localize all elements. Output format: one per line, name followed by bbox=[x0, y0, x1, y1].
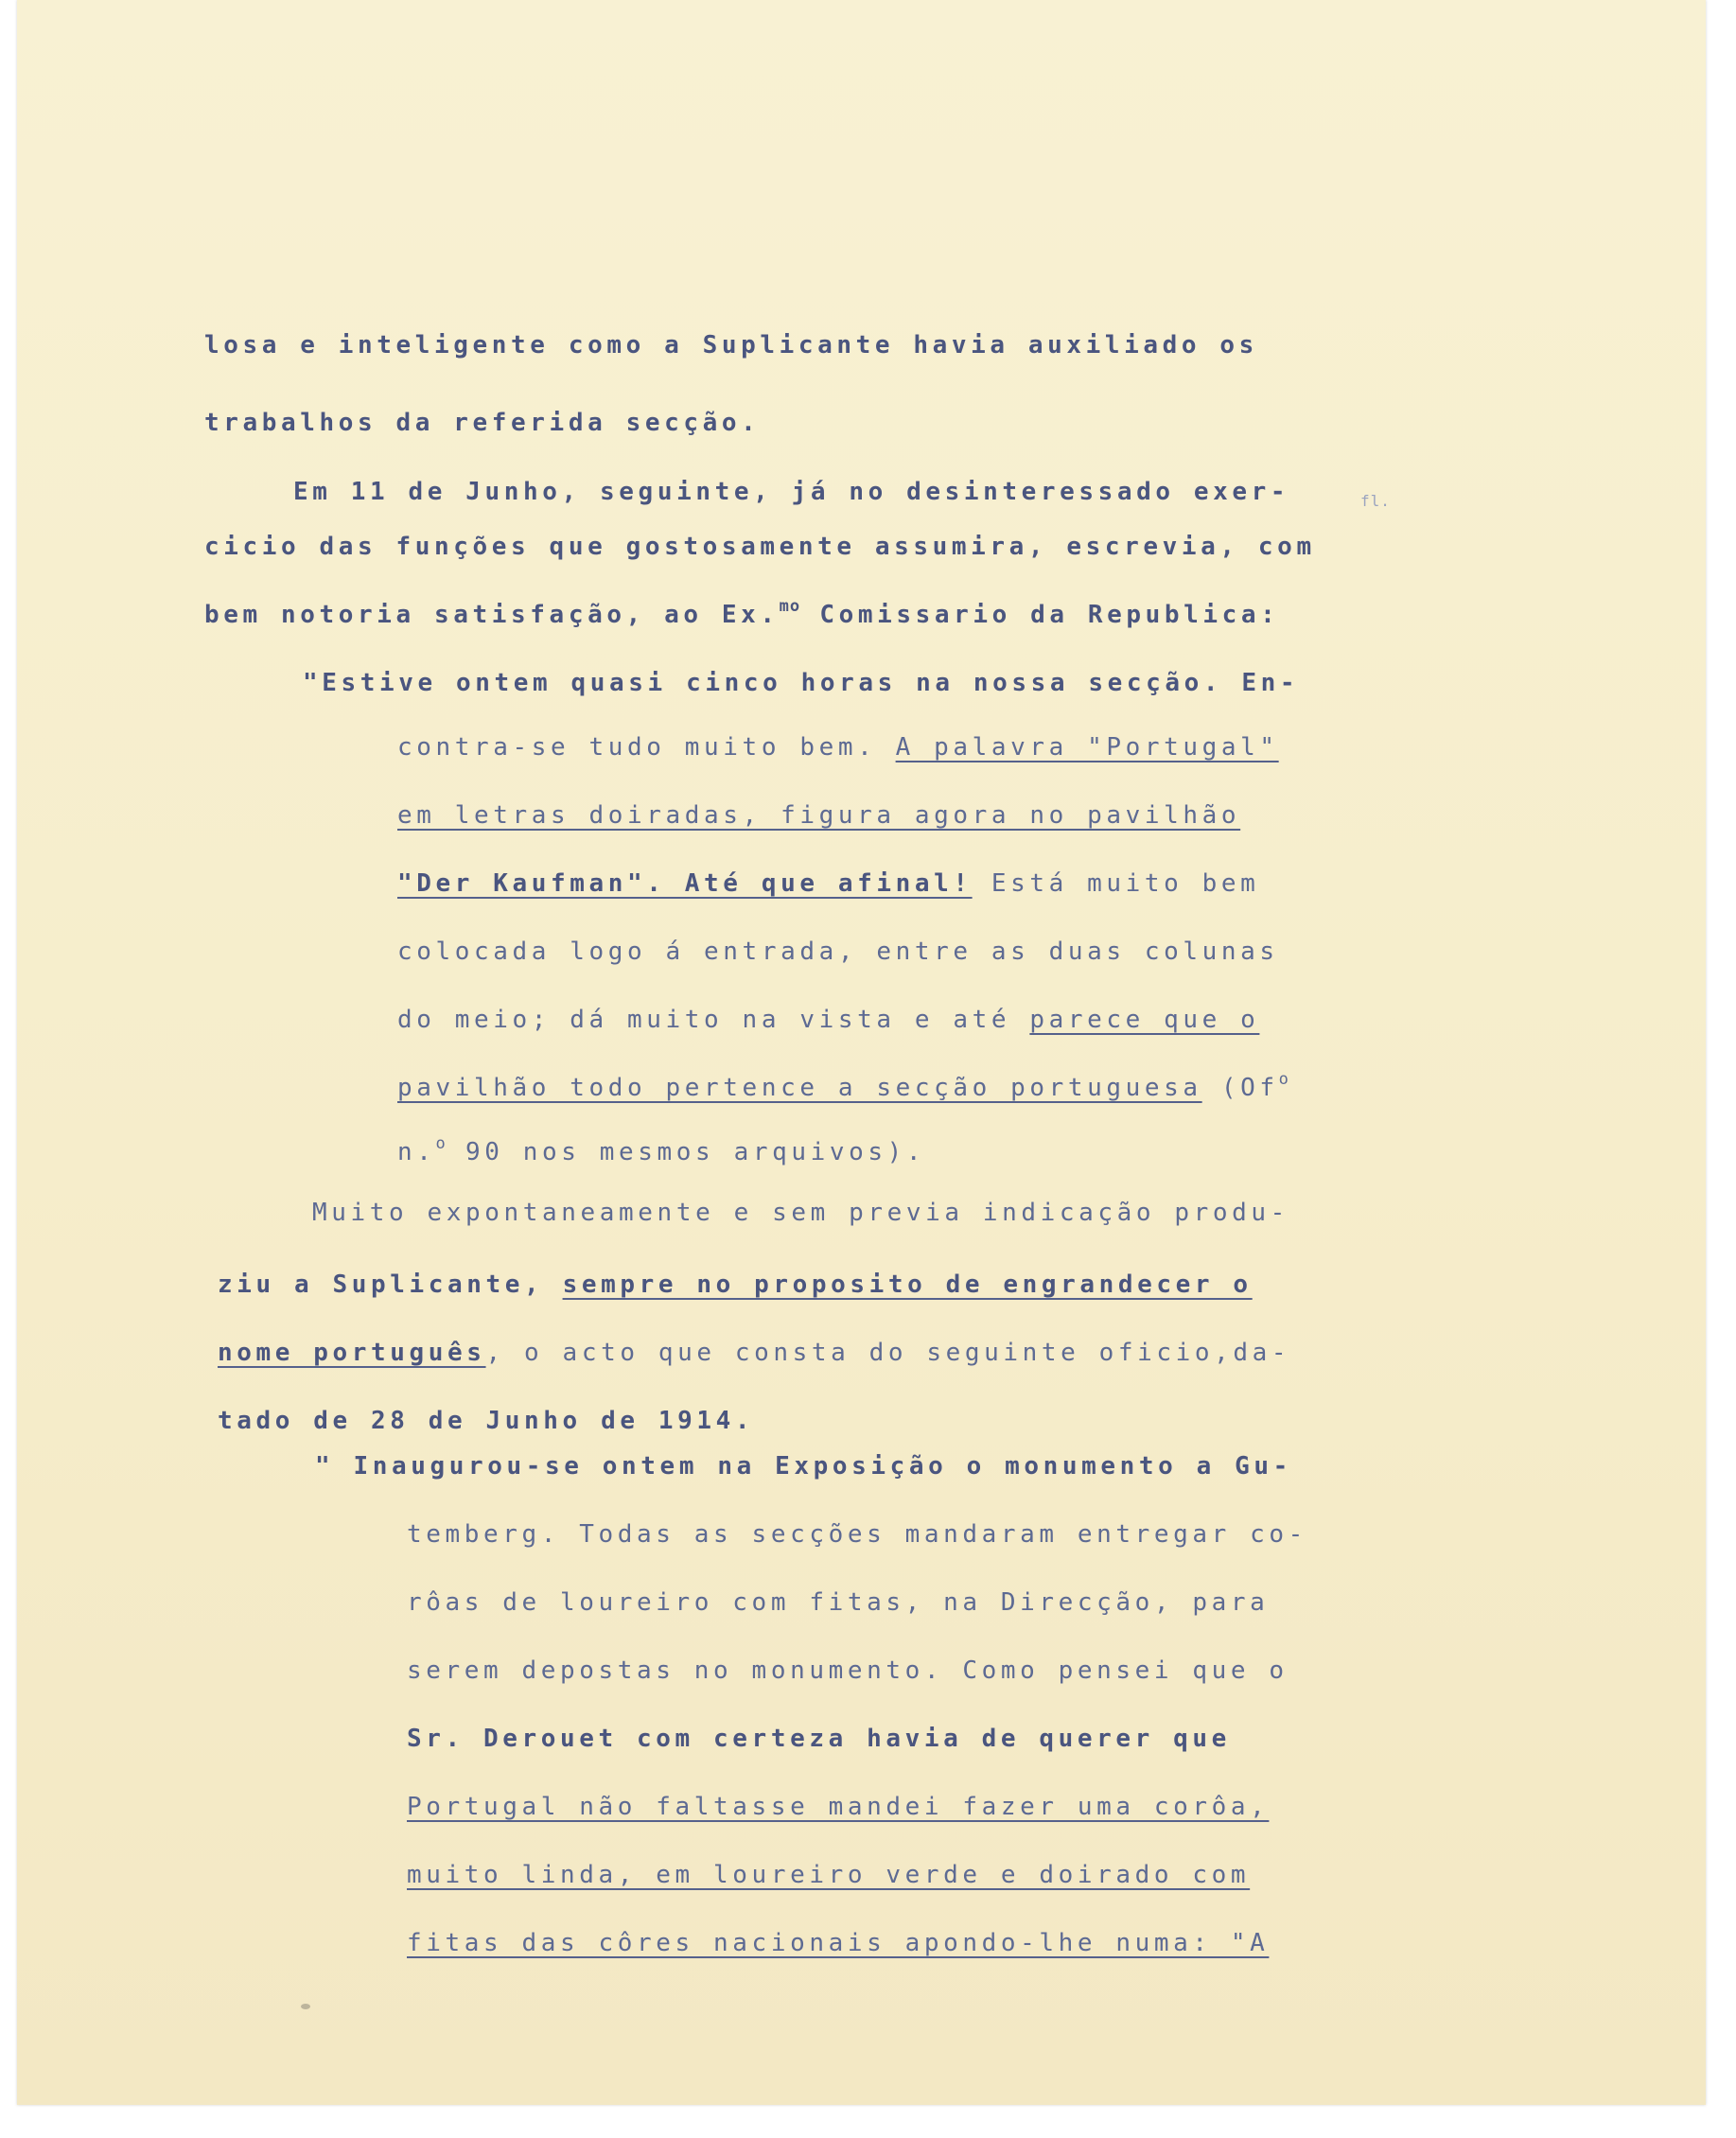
line-text: colocada logo á entrada, entre as duas colunas bbox=[397, 938, 1279, 966]
quote-line bbox=[407, 1720, 1231, 1758]
line-text: 90 nos mesmos arquivos). bbox=[446, 1138, 926, 1166]
quote-line bbox=[397, 1133, 925, 1171]
line-text: Em 11 de Junho, seguinte, já no desinteressado exer- bbox=[293, 478, 1290, 506]
underlined-text: muito linda, em loureiro verde e doirado com bbox=[407, 1861, 1251, 1889]
underlined-text: em letras doiradas, figura agora no pavilhão bbox=[397, 801, 1241, 830]
text-line bbox=[204, 326, 1258, 364]
line-text: bem notoria satisfação, ao Ex. bbox=[204, 601, 780, 629]
underlined-text: pavilhão todo pertence a secção portuguesa bbox=[397, 1074, 1202, 1102]
line-text: serem depostas no monumento. Como pensei que o bbox=[407, 1656, 1289, 1685]
line-text: rôas de loureiro com fitas, na Direcção, para bbox=[407, 1588, 1270, 1617]
superscript: mo bbox=[779, 597, 801, 616]
line-text: Muito expontaneamente e sem previa indicação produ- bbox=[312, 1199, 1289, 1227]
quote-line bbox=[397, 865, 1259, 903]
line-text: cicio das funções que gostosamente assumira, escrevia, com bbox=[204, 533, 1316, 561]
text-line bbox=[218, 1266, 1253, 1304]
text-line bbox=[204, 528, 1316, 566]
underlined-text: "Der Kaufman". Até que afinal! bbox=[397, 869, 973, 898]
line-text: tado de 28 de Junho de 1914. bbox=[218, 1407, 755, 1435]
line-text: Comissario da Republica: bbox=[800, 601, 1280, 629]
text-line bbox=[218, 1402, 754, 1440]
quote-line bbox=[397, 797, 1240, 834]
line-text: (Of bbox=[1201, 1074, 1279, 1102]
line-text: losa e inteligente como a Suplicante havia auxiliado os bbox=[204, 331, 1258, 359]
line-text: ziu a Suplicante, bbox=[218, 1271, 563, 1299]
line-text: "Estive ontem quasi cinco horas na nossa secção. En- bbox=[303, 669, 1300, 697]
quote-line bbox=[407, 1788, 1269, 1826]
superscript: o bbox=[435, 1134, 447, 1153]
superscript: o bbox=[1278, 1070, 1289, 1089]
underlined-text: sempre no proposito de engrandecer o bbox=[562, 1271, 1253, 1299]
line-text: , o acto que consta do seguinte oficio,da- bbox=[485, 1339, 1291, 1367]
line-text: Está muito bem bbox=[972, 869, 1260, 898]
quote-line bbox=[407, 1924, 1269, 1962]
quote-line bbox=[303, 664, 1299, 702]
margin-note: fl. bbox=[1360, 492, 1391, 510]
quote-line bbox=[407, 1652, 1289, 1690]
text-line bbox=[204, 404, 760, 442]
line-text: Sr. Derouet com certeza havia de querer que bbox=[407, 1725, 1231, 1753]
underlined-text: Portugal não faltasse mandei fazer uma corôa, bbox=[407, 1793, 1270, 1821]
text-line bbox=[312, 1194, 1289, 1232]
quote-line bbox=[407, 1516, 1307, 1553]
quote-line bbox=[397, 1069, 1289, 1107]
ink-smudge bbox=[301, 2004, 310, 2009]
line-text: trabalhos da referida secção. bbox=[204, 409, 761, 437]
quote-line bbox=[397, 1001, 1259, 1039]
quote-line bbox=[407, 1584, 1269, 1621]
underlined-text: A palavra "Portugal" bbox=[895, 733, 1279, 762]
text-line bbox=[218, 1334, 1290, 1372]
line-text: temberg. Todas as secções mandaram entregar co- bbox=[407, 1520, 1307, 1549]
quote-line bbox=[407, 1856, 1250, 1894]
quote-line bbox=[315, 1447, 1292, 1485]
line-text: do meio; dá muito na vista e até bbox=[397, 1006, 1030, 1034]
line-text: n. bbox=[397, 1138, 436, 1166]
line-text: " Inaugurou-se ontem na Exposição o monumento a Gu- bbox=[315, 1452, 1292, 1481]
text-line bbox=[204, 596, 1279, 634]
quote-line bbox=[397, 933, 1279, 971]
underlined-text: parece que o bbox=[1029, 1006, 1260, 1034]
line-text: contra-se tudo muito bem. bbox=[397, 733, 896, 762]
text-line bbox=[293, 473, 1289, 511]
quote-line bbox=[397, 728, 1279, 766]
underlined-text: nome português bbox=[218, 1339, 486, 1367]
underlined-text: fitas das côres nacionais apondo-lhe numa: "A bbox=[407, 1929, 1270, 1957]
document-page bbox=[17, 0, 1706, 2105]
